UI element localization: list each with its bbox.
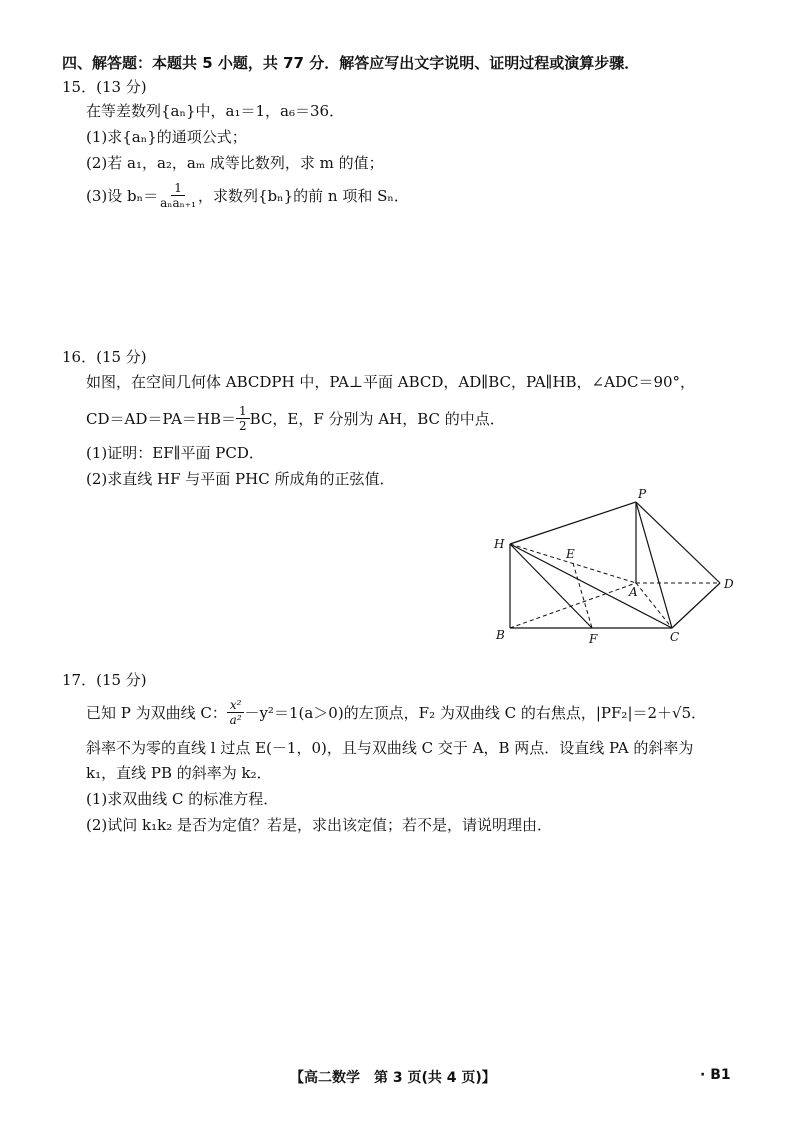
edge-PC: [636, 502, 672, 628]
label-D: D: [724, 577, 734, 591]
edge-BA: [510, 583, 636, 628]
q16-header: 16．(15 分): [62, 348, 147, 366]
q17-line1-prefix: 已知 P 为双曲线 C：: [86, 703, 227, 722]
q16-line1: 如图，在空间几何体 ABCDPH 中，PA⊥平面 ABCD，AD∥BC，PA∥HB，∠ADC＝90°，: [86, 373, 696, 391]
q15-part3-suffix: ，求数列{bₙ}的前 n 项和 Sₙ．: [197, 186, 409, 205]
q15-part3-prefix: (3)设 bₙ＝: [86, 186, 159, 205]
q15-header: 15．(13 分): [62, 78, 147, 96]
q15-part3-numerator: 1: [171, 181, 185, 196]
edge-AC: [636, 583, 672, 628]
edge-HP: [510, 502, 636, 544]
label-H: H: [494, 537, 505, 551]
figure-hidden-edges: [510, 544, 720, 628]
figure-solid-edges: [510, 502, 720, 628]
page-footer: 【高二数学 第 3 页(共 4 页)】: [290, 1070, 496, 1086]
q17-line3: k₁，直线 PB 的斜率为 k₂．: [86, 764, 272, 782]
q17-line1: [86, 698, 706, 727]
q16-line2-denominator: 2: [239, 419, 247, 433]
q16-line2-suffix: BC，E，F 分别为 AH，BC 的中点．: [249, 409, 505, 428]
q17-header: 17．(15 分): [62, 671, 147, 689]
q16-line2-prefix: CD＝AD＝PA＝HB＝: [86, 409, 237, 428]
edge-HC: [510, 544, 672, 628]
edge-PD: [636, 502, 720, 583]
q15-part2: (2)若 a₁，a₂，aₘ 成等比数列，求 m 的值；: [86, 154, 384, 172]
q15-part1: (1)求{aₙ}的通项公式；: [86, 128, 247, 146]
q17-line1-suffix: －y²＝1(a＞0)的左顶点，F₂ 为双曲线 C 的右焦点，|PF₂|＝2＋√5．: [244, 703, 707, 722]
label-C: C: [670, 630, 680, 644]
q17-line1-fraction: [227, 698, 245, 727]
q17-line1-numerator: x²: [227, 698, 245, 713]
q17-part1: (1)求双曲线 C 的标准方程．: [86, 790, 279, 808]
q16-part2: (2)求直线 HF 与平面 PHC 所成角的正弦值．: [86, 470, 395, 488]
q17-line1-denominator: a²: [229, 713, 242, 727]
label-A: A: [629, 585, 638, 599]
page-code: · B1: [700, 1067, 731, 1083]
label-B: B: [496, 628, 505, 642]
q16-line2-numerator: 1: [236, 404, 250, 419]
q17-line2: 斜率不为零的直线 l 过点 E(－1，0)，且与双曲线 C 交于 A，B 两点．设直线 PA 的斜率为: [86, 739, 694, 757]
q17-part2: (2)试问 k₁k₂ 是否为定值？若是，求出该定值；若不是，请说明理由．: [86, 816, 552, 834]
label-E: E: [566, 547, 575, 561]
q15-part3-denominator: aₙaₙ₊₁: [160, 196, 196, 210]
q15-stem: 在等差数列{aₙ}中，a₁＝1，a₆＝36．: [86, 102, 345, 120]
section-heading: 四、解答题：本题共 5 小题，共 77 分．解答应写出文字说明、证明过程或演算步骤．: [62, 54, 640, 72]
label-P: P: [638, 487, 647, 501]
q16-part1: (1)证明：EF∥平面 PCD．: [86, 444, 264, 462]
edge-CD: [672, 583, 720, 628]
label-F: F: [589, 632, 598, 646]
